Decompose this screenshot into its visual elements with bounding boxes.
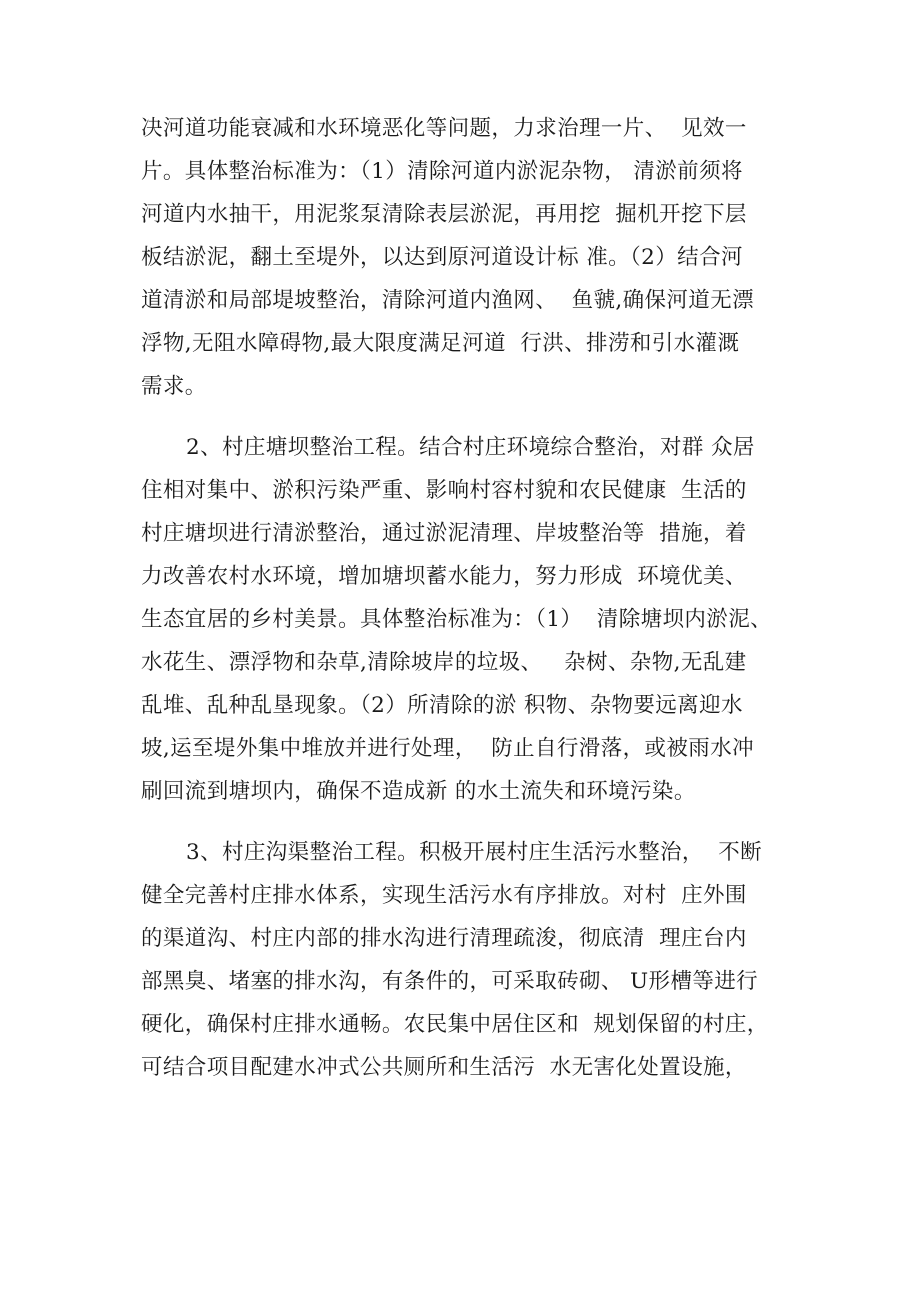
text-line: 住相对集中、淤积污染严重、影响村容村貌和农民健康 生活的 <box>141 478 747 503</box>
text-line: 刷回流到塘坝内，确保不造成新 的水土流失和环境污染。 <box>141 779 696 804</box>
paragraph-start-line: 2、村庄塘坝整治工程。结合村庄环境综合整治，对群 众居 <box>186 435 755 460</box>
text-line: 坡,运至堤外集中堆放并进行处理， 防止自行滑落，或被雨水冲 <box>141 736 755 761</box>
text-line: 乱堆、乱种乱垦现象。（2）所清除的淤 积物、杂物要远离迎水 <box>141 693 743 718</box>
text-line: 的渠道沟、村庄内部的排水沟进行清理疏浚，彻底清 理庄台内 <box>141 926 747 951</box>
paragraph-start-line: 3、村庄沟渠整治工程。积极开展村庄生活污水整治， 不断 <box>186 840 763 865</box>
text-line: 村庄塘坝进行清淤整治，通过淤泥清理、岸坡整治等 措施，着 <box>141 521 747 546</box>
text-line: 河道内水抽干，用泥浆泵清除表层淤泥，再用挖 掘机开挖下层 <box>141 202 747 227</box>
text-line: 需求。 <box>141 374 207 399</box>
text-line: 健全完善村庄排水体系，实现生活污水有序排放。对村 庄外围 <box>141 883 747 908</box>
text-line: 部黑臭、堵塞的排水沟，有条件的，可采取砖砌、 U形槽等进行 <box>141 969 759 994</box>
text-line: 浮物,无阻水障碍物,最大限度满足河道 行洪、排涝和引水灌溉 <box>141 331 740 356</box>
text-line: 生态宜居的乡村美景。具体整治标准为：（1） 清除塘坝内淤泥、 <box>141 607 773 632</box>
text-line: 水花生、漂浮物和杂草,清除坡岸的垃圾、 杂树、杂物,无乱建 <box>141 650 747 675</box>
text-line: 硬化，确保村庄排水通畅。农民集中居住区和 规划保留的村庄， <box>141 1012 769 1037</box>
text-line: 板结淤泥，翻土至堤外，以达到原河道设计标 准。（2）结合河 <box>141 245 743 270</box>
text-line: 决河道功能衰减和水环境恶化等问题，力求治理一片、 见效一 <box>141 116 747 141</box>
text-line: 力改善农村水环境，增加塘坝蓄水能力，努力形成 环境优美、 <box>141 564 747 589</box>
text-line: 片。具体整治标准为：（1）清除河道内淤泥杂物， 清淤前须将 <box>141 159 743 184</box>
text-line: 可结合项目配建水冲式公共厕所和生活污 水无害化处置设施， <box>141 1055 747 1080</box>
text-line: 道清淤和局部堤坡整治，清除河道内渔网、 鱼虢,确保河道无漂 <box>141 288 755 313</box>
